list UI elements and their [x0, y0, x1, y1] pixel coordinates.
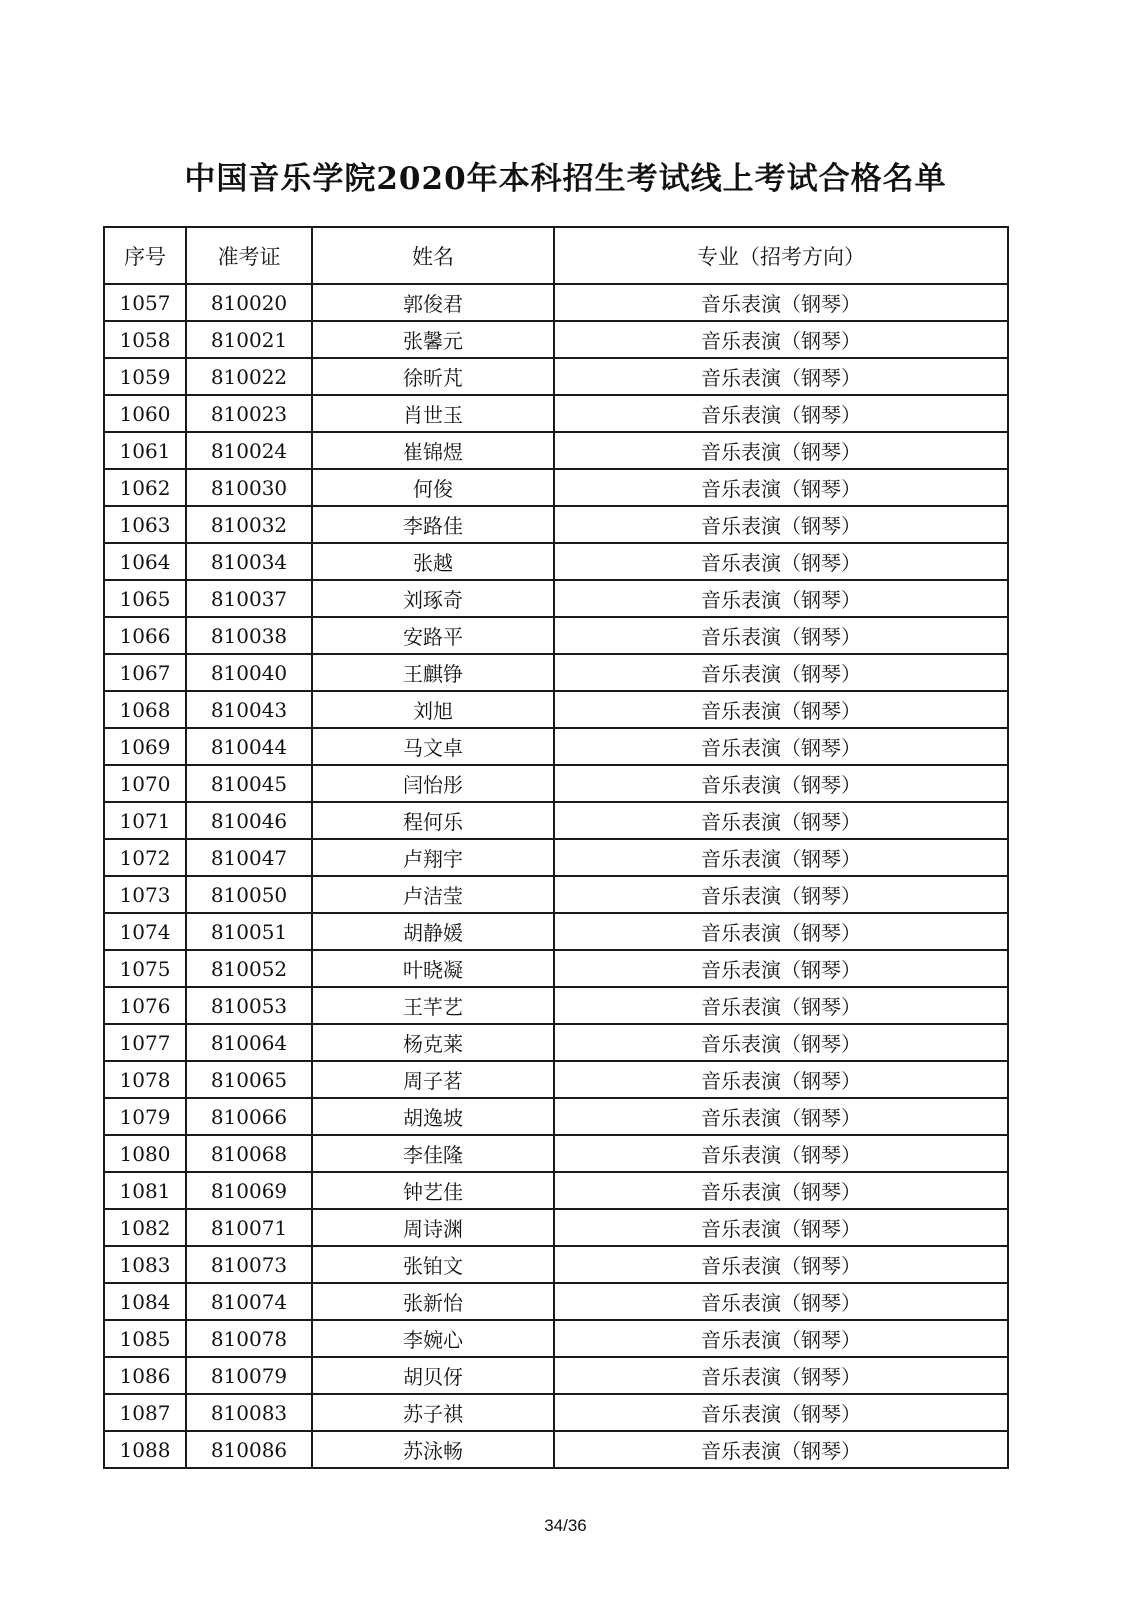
table-row: [104, 691, 1008, 728]
cell-serial-number: 1066: [104, 617, 186, 654]
table-row: [104, 728, 1008, 765]
cell-name: 安路平: [312, 617, 554, 654]
cell-name: 胡静媛: [312, 913, 554, 950]
cell-major: 音乐表演（钢琴）: [554, 1431, 1008, 1468]
cell-major: 音乐表演（钢琴）: [554, 1024, 1008, 1061]
cell-major: 音乐表演（钢琴）: [554, 1098, 1008, 1135]
cell-major: 音乐表演（钢琴）: [554, 1283, 1008, 1320]
cell-serial-number: 1085: [104, 1320, 186, 1357]
cell-exam-ticket: 810071: [186, 1209, 312, 1246]
cell-serial-number: 1078: [104, 1061, 186, 1098]
cell-major: 音乐表演（钢琴）: [554, 691, 1008, 728]
cell-major: 音乐表演（钢琴）: [554, 802, 1008, 839]
table-row: [104, 1283, 1008, 1320]
cell-serial-number: 1074: [104, 913, 186, 950]
cell-major: 音乐表演（钢琴）: [554, 876, 1008, 913]
table-row: [104, 1357, 1008, 1394]
cell-major: 音乐表演（钢琴）: [554, 580, 1008, 617]
cell-major: 音乐表演（钢琴）: [554, 654, 1008, 691]
cell-serial-number: 1069: [104, 728, 186, 765]
cell-exam-ticket: 810021: [186, 321, 312, 358]
cell-exam-ticket: 810045: [186, 765, 312, 802]
cell-name: 闫怡彤: [312, 765, 554, 802]
admission-list-table: [103, 226, 1009, 1469]
cell-serial-number: 1079: [104, 1098, 186, 1135]
table-row: [104, 765, 1008, 802]
cell-name: 李路佳: [312, 506, 554, 543]
cell-exam-ticket: 810034: [186, 543, 312, 580]
table-row: [104, 1394, 1008, 1431]
cell-exam-ticket: 810069: [186, 1172, 312, 1209]
cell-major: 音乐表演（钢琴）: [554, 358, 1008, 395]
cell-serial-number: 1073: [104, 876, 186, 913]
cell-name: 郭俊君: [312, 284, 554, 321]
cell-serial-number: 1065: [104, 580, 186, 617]
cell-exam-ticket: 810038: [186, 617, 312, 654]
table-row: [104, 506, 1008, 543]
cell-name: 卢翔宇: [312, 839, 554, 876]
table-row: [104, 1246, 1008, 1283]
cell-major: 音乐表演（钢琴）: [554, 1320, 1008, 1357]
cell-serial-number: 1058: [104, 321, 186, 358]
cell-serial-number: 1088: [104, 1431, 186, 1468]
cell-name: 刘旭: [312, 691, 554, 728]
table-row: [104, 1172, 1008, 1209]
cell-name: 李婉心: [312, 1320, 554, 1357]
cell-name: 胡贝伢: [312, 1357, 554, 1394]
table-row: [104, 1320, 1008, 1357]
cell-name: 张越: [312, 543, 554, 580]
cell-major: 音乐表演（钢琴）: [554, 1357, 1008, 1394]
cell-major: 音乐表演（钢琴）: [554, 1135, 1008, 1172]
cell-serial-number: 1075: [104, 950, 186, 987]
cell-exam-ticket: 810040: [186, 654, 312, 691]
header-exam-ticket: 准考证: [186, 227, 312, 284]
cell-serial-number: 1070: [104, 765, 186, 802]
table-row: [104, 617, 1008, 654]
cell-serial-number: 1084: [104, 1283, 186, 1320]
table-row: [104, 321, 1008, 358]
cell-name: 何俊: [312, 469, 554, 506]
table-row: [104, 913, 1008, 950]
table-row: [104, 1431, 1008, 1468]
table-row: [104, 1024, 1008, 1061]
table-row: [104, 395, 1008, 432]
cell-serial-number: 1087: [104, 1394, 186, 1431]
cell-name: 李佳隆: [312, 1135, 554, 1172]
cell-serial-number: 1077: [104, 1024, 186, 1061]
cell-serial-number: 1083: [104, 1246, 186, 1283]
cell-name: 杨克莱: [312, 1024, 554, 1061]
cell-serial-number: 1059: [104, 358, 186, 395]
cell-name: 刘琢奇: [312, 580, 554, 617]
cell-exam-ticket: 810079: [186, 1357, 312, 1394]
cell-major: 音乐表演（钢琴）: [554, 469, 1008, 506]
cell-name: 卢洁莹: [312, 876, 554, 913]
page-title: 中国音乐学院2020年本科招生考试线上考试合格名单: [184, 161, 947, 197]
cell-serial-number: 1072: [104, 839, 186, 876]
cell-serial-number: 1064: [104, 543, 186, 580]
cell-major: 音乐表演（钢琴）: [554, 1061, 1008, 1098]
cell-exam-ticket: 810053: [186, 987, 312, 1024]
cell-exam-ticket: 810051: [186, 913, 312, 950]
cell-name: 王麒铮: [312, 654, 554, 691]
cell-serial-number: 1057: [104, 284, 186, 321]
table-row: [104, 432, 1008, 469]
cell-major: 音乐表演（钢琴）: [554, 839, 1008, 876]
table-row: [104, 950, 1008, 987]
table-header: [104, 227, 1008, 284]
cell-exam-ticket: 810024: [186, 432, 312, 469]
cell-major: 音乐表演（钢琴）: [554, 1394, 1008, 1431]
cell-name: 张馨元: [312, 321, 554, 358]
cell-major: 音乐表演（钢琴）: [554, 987, 1008, 1024]
page-number: 34/36: [544, 1516, 587, 1535]
cell-name: 苏子祺: [312, 1394, 554, 1431]
cell-major: 音乐表演（钢琴）: [554, 284, 1008, 321]
cell-major: 音乐表演（钢琴）: [554, 950, 1008, 987]
cell-exam-ticket: 810052: [186, 950, 312, 987]
cell-serial-number: 1067: [104, 654, 186, 691]
cell-exam-ticket: 810065: [186, 1061, 312, 1098]
table-row: [104, 839, 1008, 876]
cell-major: 音乐表演（钢琴）: [554, 432, 1008, 469]
cell-name: 胡逸坡: [312, 1098, 554, 1135]
cell-serial-number: 1086: [104, 1357, 186, 1394]
cell-name: 王芊艺: [312, 987, 554, 1024]
cell-exam-ticket: 810086: [186, 1431, 312, 1468]
cell-exam-ticket: 810043: [186, 691, 312, 728]
cell-major: 音乐表演（钢琴）: [554, 506, 1008, 543]
table-row: [104, 469, 1008, 506]
cell-name: 苏泳畅: [312, 1431, 554, 1468]
cell-name: 程何乐: [312, 802, 554, 839]
table-row: [104, 284, 1008, 321]
cell-exam-ticket: 810068: [186, 1135, 312, 1172]
cell-exam-ticket: 810064: [186, 1024, 312, 1061]
table-row: [104, 802, 1008, 839]
cell-name: 张铂文: [312, 1246, 554, 1283]
cell-exam-ticket: 810030: [186, 469, 312, 506]
cell-exam-ticket: 810073: [186, 1246, 312, 1283]
table-row: [104, 876, 1008, 913]
cell-exam-ticket: 810022: [186, 358, 312, 395]
table-body: [104, 284, 1008, 1468]
cell-serial-number: 1081: [104, 1172, 186, 1209]
cell-exam-ticket: 810032: [186, 506, 312, 543]
cell-major: 音乐表演（钢琴）: [554, 617, 1008, 654]
cell-major: 音乐表演（钢琴）: [554, 1172, 1008, 1209]
table-row: [104, 654, 1008, 691]
cell-major: 音乐表演（钢琴）: [554, 543, 1008, 580]
cell-exam-ticket: 810078: [186, 1320, 312, 1357]
cell-major: 音乐表演（钢琴）: [554, 765, 1008, 802]
cell-serial-number: 1071: [104, 802, 186, 839]
cell-major: 音乐表演（钢琴）: [554, 728, 1008, 765]
cell-serial-number: 1060: [104, 395, 186, 432]
cell-name: 叶晓凝: [312, 950, 554, 987]
cell-name: 周诗渊: [312, 1209, 554, 1246]
cell-major: 音乐表演（钢琴）: [554, 1209, 1008, 1246]
table-row: [104, 1061, 1008, 1098]
cell-serial-number: 1061: [104, 432, 186, 469]
cell-name: 马文卓: [312, 728, 554, 765]
cell-exam-ticket: 810037: [186, 580, 312, 617]
cell-exam-ticket: 810047: [186, 839, 312, 876]
cell-major: 音乐表演（钢琴）: [554, 913, 1008, 950]
cell-serial-number: 1082: [104, 1209, 186, 1246]
cell-name: 钟艺佳: [312, 1172, 554, 1209]
cell-name: 崔锦煜: [312, 432, 554, 469]
table-row: [104, 543, 1008, 580]
cell-serial-number: 1076: [104, 987, 186, 1024]
header-row: [104, 227, 1008, 284]
cell-exam-ticket: 810083: [186, 1394, 312, 1431]
header-name: 姓名: [312, 227, 554, 284]
cell-major: 音乐表演（钢琴）: [554, 1246, 1008, 1283]
cell-exam-ticket: 810050: [186, 876, 312, 913]
cell-exam-ticket: 810020: [186, 284, 312, 321]
cell-name: 肖世玉: [312, 395, 554, 432]
cell-exam-ticket: 810023: [186, 395, 312, 432]
cell-exam-ticket: 810066: [186, 1098, 312, 1135]
cell-serial-number: 1063: [104, 506, 186, 543]
table-row: [104, 580, 1008, 617]
cell-exam-ticket: 810044: [186, 728, 312, 765]
cell-exam-ticket: 810046: [186, 802, 312, 839]
header-major: 专业（招考方向）: [554, 227, 1008, 284]
table-row: [104, 1098, 1008, 1135]
table-row: [104, 987, 1008, 1024]
cell-serial-number: 1062: [104, 469, 186, 506]
cell-serial-number: 1080: [104, 1135, 186, 1172]
cell-name: 周子茗: [312, 1061, 554, 1098]
cell-major: 音乐表演（钢琴）: [554, 321, 1008, 358]
cell-name: 徐昕芃: [312, 358, 554, 395]
table-row: [104, 1135, 1008, 1172]
cell-name: 张新怡: [312, 1283, 554, 1320]
table-row: [104, 1209, 1008, 1246]
header-serial-number: 序号: [104, 227, 186, 284]
cell-serial-number: 1068: [104, 691, 186, 728]
cell-major: 音乐表演（钢琴）: [554, 395, 1008, 432]
table-row: [104, 358, 1008, 395]
cell-exam-ticket: 810074: [186, 1283, 312, 1320]
